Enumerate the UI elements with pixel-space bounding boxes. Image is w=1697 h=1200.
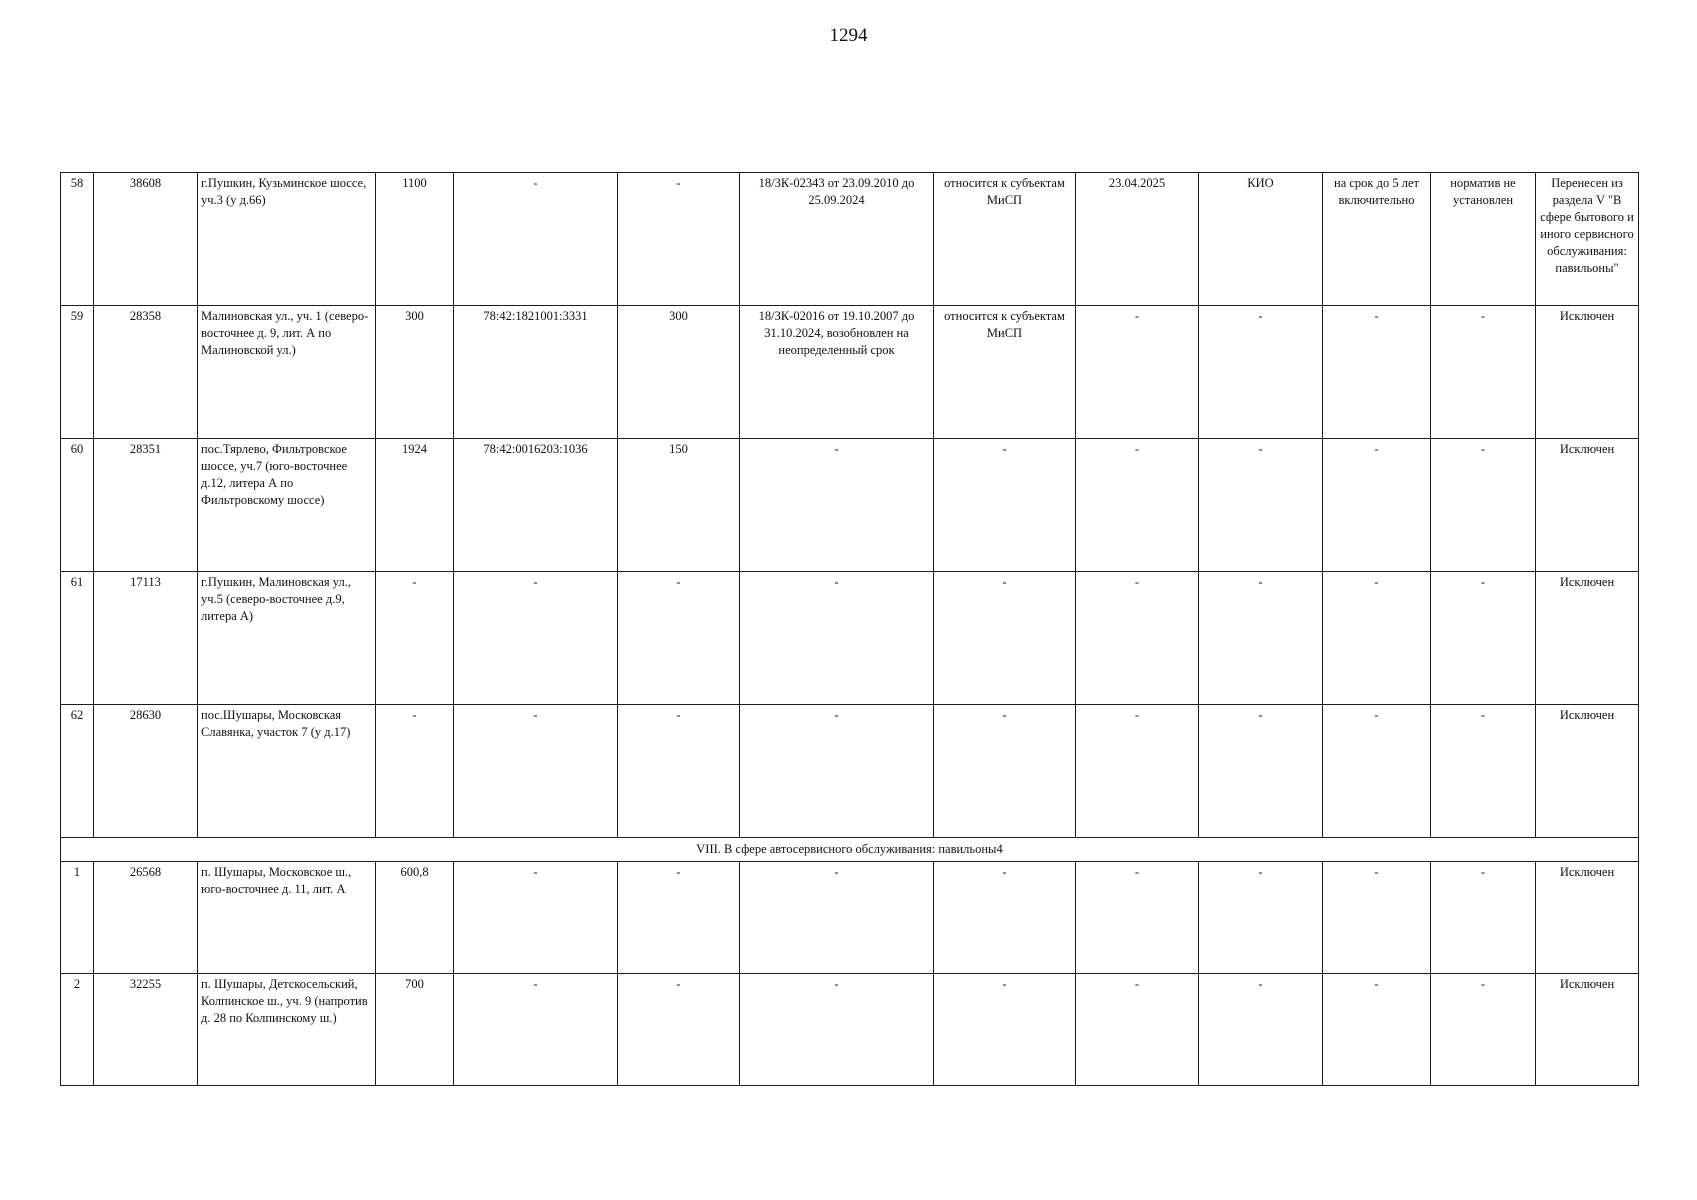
note-text: Перенесен из раздела V "В сфере бытового и иного сервисного обслуживания: павильоны" [1540, 176, 1634, 275]
object-id: 38608 [94, 173, 198, 306]
page-number: 1294 [829, 25, 868, 46]
area: 300 [376, 306, 454, 439]
row-number: 60 [61, 439, 94, 572]
row-number: 59 [61, 306, 94, 439]
section-title: VIII. В сфере автосервисного обслуживания: павильоны4 [61, 838, 1639, 862]
register-table [60, 172, 1639, 1086]
area-secondary: - [618, 173, 740, 306]
category: относится к субъектам МиСП [934, 173, 1076, 306]
organ: КИО [1199, 173, 1323, 306]
object-id: 26568 [94, 862, 198, 974]
row-number: 62 [61, 705, 94, 838]
table-row [61, 173, 1639, 306]
cadastral-number: - [454, 705, 618, 838]
table-row [61, 862, 1639, 974]
date: - [1076, 862, 1199, 974]
area-secondary: - [618, 705, 740, 838]
area-secondary: 300 [618, 306, 740, 439]
cadastral-number: - [454, 572, 618, 705]
cadastral-number: 78:42:1821001:3331 [454, 306, 618, 439]
row-number: 58 [61, 173, 94, 306]
address: г.Пушкин, Кузьминское шоссе, уч.3 (у д.66) [198, 173, 376, 306]
area: - [376, 705, 454, 838]
row-number: 1 [61, 862, 94, 974]
note: Исключен [1536, 705, 1639, 838]
area-secondary: 150 [618, 439, 740, 572]
address: п. Шушары, Детскосельский, Колпинское ш., уч. 9 (напротив д. 28 по Колпинскому ш.) [198, 974, 376, 1086]
date: - [1076, 306, 1199, 439]
date: - [1076, 572, 1199, 705]
cadastral-number: 78:42:0016203:1036 [454, 439, 618, 572]
note: Исключен [1536, 572, 1639, 705]
term: - [1323, 974, 1431, 1086]
date: - [1076, 974, 1199, 1086]
row-number: 2 [61, 974, 94, 1086]
norm: - [1431, 439, 1536, 572]
organ: - [1199, 705, 1323, 838]
category: - [934, 439, 1076, 572]
address: пос.Тярлево, Фильтровское шоссе, уч.7 (юго-восточнее д.12, литера А по Фильтровскому шоссе) [198, 439, 376, 572]
organ: - [1199, 306, 1323, 439]
contract: - [740, 705, 934, 838]
table-row [61, 439, 1639, 572]
area-secondary: - [618, 862, 740, 974]
note: Исключен [1536, 306, 1639, 439]
date: 23.04.2025 [1076, 173, 1199, 306]
category: - [934, 974, 1076, 1086]
area-secondary: - [618, 572, 740, 705]
norm: норматив не установлен [1431, 173, 1536, 306]
date: - [1076, 705, 1199, 838]
address: пос.Шушары, Московская Славянка, участок 7 (у д.17) [198, 705, 376, 838]
table-body [61, 173, 1639, 1086]
note: Исключен [1536, 439, 1639, 572]
term: - [1323, 306, 1431, 439]
note: Исключен [1536, 862, 1639, 974]
norm: - [1431, 974, 1536, 1086]
category: - [934, 572, 1076, 705]
date: - [1076, 439, 1199, 572]
area: 700 [376, 974, 454, 1086]
area: 1924 [376, 439, 454, 572]
norm: - [1431, 862, 1536, 974]
cadastral-number: - [454, 173, 618, 306]
contract: 18/ЗК-02343 от 23.09.2010 до 25.09.2024 [740, 173, 934, 306]
contract: - [740, 862, 934, 974]
organ: - [1199, 439, 1323, 572]
area: 600,8 [376, 862, 454, 974]
object-id: 28358 [94, 306, 198, 439]
object-id: 28630 [94, 705, 198, 838]
term: - [1323, 705, 1431, 838]
area: 1100 [376, 173, 454, 306]
address: Малиновская ул., уч. 1 (северо-восточнее д. 9, лит. А по Малиновской ул.) [198, 306, 376, 439]
section-header-row [61, 838, 1639, 862]
category: - [934, 862, 1076, 974]
norm: - [1431, 306, 1536, 439]
table-row [61, 705, 1639, 838]
contract: - [740, 439, 934, 572]
row-number: 61 [61, 572, 94, 705]
category: - [934, 705, 1076, 838]
norm: - [1431, 572, 1536, 705]
term: - [1323, 862, 1431, 974]
table-row [61, 306, 1639, 439]
category: относится к субъектам МиСП [934, 306, 1076, 439]
area-secondary: - [618, 974, 740, 1086]
contract: - [740, 572, 934, 705]
organ: - [1199, 862, 1323, 974]
cadastral-number: - [454, 862, 618, 974]
cadastral-number: - [454, 974, 618, 1086]
contract: - [740, 974, 934, 1086]
note: Исключен [1536, 974, 1639, 1086]
address: п. Шушары, Московское ш., юго-восточнее д. 11, лит. А [198, 862, 376, 974]
object-id: 17113 [94, 572, 198, 705]
table-row [61, 572, 1639, 705]
organ: - [1199, 572, 1323, 705]
organ: - [1199, 974, 1323, 1086]
note [1536, 173, 1639, 306]
area: - [376, 572, 454, 705]
contract: 18/ЗК-02016 от 19.10.2007 до 31.10.2024, возобновлен на неопределенный срок [740, 306, 934, 439]
term: на срок до 5 лет включительно [1323, 173, 1431, 306]
address: г.Пушкин, Малиновская ул., уч.5 (северо-восточнее д.9, литера А) [198, 572, 376, 705]
norm: - [1431, 705, 1536, 838]
table-row [61, 974, 1639, 1086]
term: - [1323, 572, 1431, 705]
object-id: 32255 [94, 974, 198, 1086]
object-id: 28351 [94, 439, 198, 572]
term: - [1323, 439, 1431, 572]
